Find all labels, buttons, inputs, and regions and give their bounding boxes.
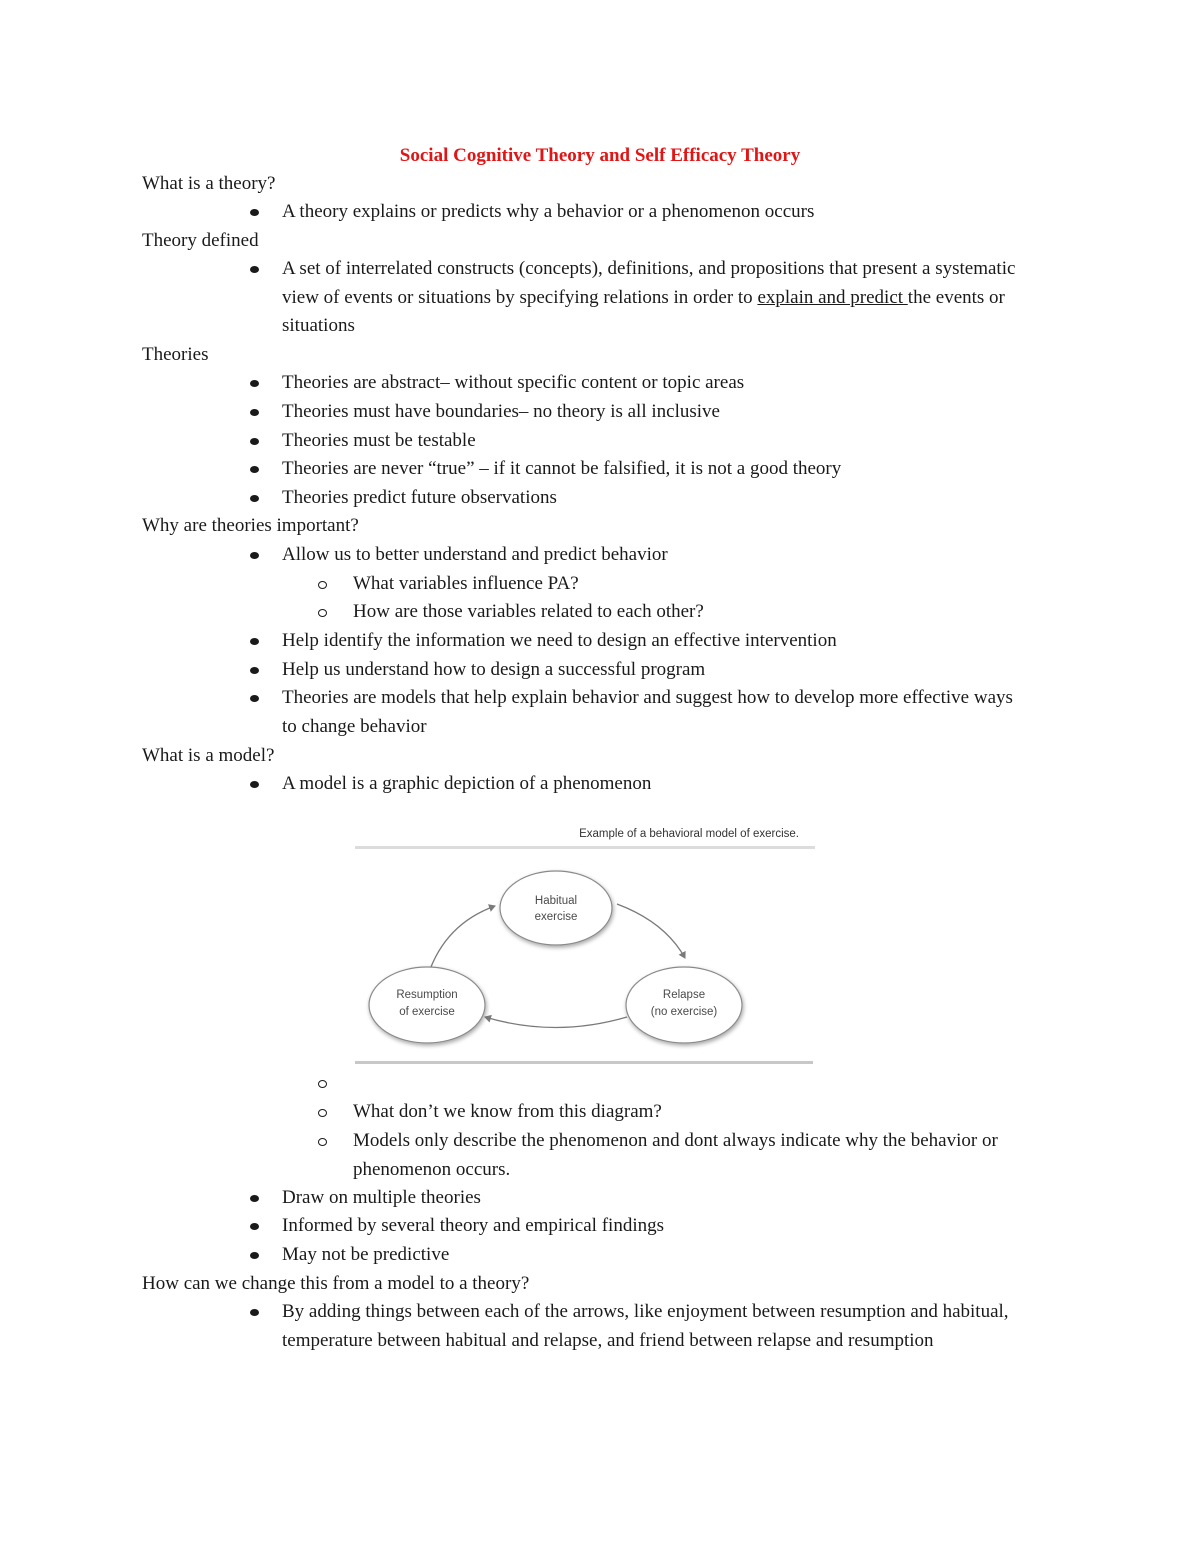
list-item-text: Theories must have boundaries– no theory is all inclusive xyxy=(282,401,720,422)
heading-model-to-theory: How can we change this from a model to a theory? xyxy=(142,1273,530,1294)
list-item xyxy=(282,427,1042,456)
bullet-icon xyxy=(250,1195,259,1202)
bullet-icon xyxy=(250,552,259,559)
sub-list-item-text: What variables influence PA? xyxy=(353,573,579,594)
list-item xyxy=(282,1241,1042,1270)
hollow-bullet-icon xyxy=(318,1138,327,1146)
list-item-text: Theories are never “true” – if it cannot be falsified, it is not a good theory xyxy=(282,458,842,479)
list-item xyxy=(282,770,1042,799)
arrow-habitual-to-relapse xyxy=(617,904,685,958)
bullet-icon xyxy=(250,667,259,674)
behavioral-model-figure xyxy=(355,812,815,1064)
list-item-text: Draw on multiple theories xyxy=(282,1187,481,1208)
list-item xyxy=(282,684,1022,741)
heading-why-important: Why are theories important? xyxy=(142,515,359,536)
bullet-icon xyxy=(250,1309,259,1316)
bullet-icon xyxy=(250,695,259,702)
list-item xyxy=(282,369,1042,398)
document-title: Social Cognitive Theory and Self Efficacy Theory xyxy=(399,145,801,166)
list-item-text: Theories are models that help explain behavior and suggest how to develop more effective ways to change behavior xyxy=(282,687,1013,737)
hollow-bullet-icon xyxy=(318,581,327,589)
list-item-text: Theories predict future observations xyxy=(282,487,557,508)
sub-list-item xyxy=(353,1127,1003,1184)
list-item xyxy=(282,656,1042,685)
heading-what-is-theory: What is a theory? xyxy=(142,173,276,194)
list-item xyxy=(282,255,1042,341)
bullet-icon xyxy=(250,781,259,788)
node-label: Habitual xyxy=(534,895,578,907)
arrow-relapse-to-resumption xyxy=(485,1017,627,1028)
sub-list-item-text: What don’t we know from this diagram? xyxy=(353,1101,662,1122)
list-item xyxy=(282,484,1042,513)
sub-list-item xyxy=(353,1098,1043,1127)
cycle-diagram xyxy=(355,812,815,1064)
sub-list-item xyxy=(353,598,1043,627)
arrow-resumption-to-habitual xyxy=(428,906,495,975)
list-item-text: Help identify the information we need to design an effective intervention xyxy=(282,630,837,651)
bullet-icon xyxy=(250,438,259,445)
node-label: of exercise xyxy=(399,1006,455,1018)
list-item xyxy=(282,541,1042,570)
sub-list-item-text: How are those variables related to each other? xyxy=(353,601,704,622)
list-item-text: Help us understand how to design a successful program xyxy=(282,659,706,680)
bullet-icon xyxy=(250,380,259,387)
bullet-icon xyxy=(250,266,259,273)
node-habitual-exercise xyxy=(500,871,612,945)
node-relapse xyxy=(626,967,742,1043)
list-item-text: A model is a graphic depiction of a phenomenon xyxy=(282,773,652,794)
sub-list-item xyxy=(353,570,1043,599)
node-label: Relapse xyxy=(662,989,706,1001)
list-item-text: Allow us to better understand and predict behavior xyxy=(282,544,668,565)
list-item-text-pre: A set of interrelated constructs (concepts), definitions, and propositions that present a systematic view of events or situations by specifying relations in order to xyxy=(282,258,1016,308)
node-label: (no exercise) xyxy=(650,1006,718,1018)
list-item-text: Theories are abstract– without specific content or topic areas xyxy=(282,372,745,393)
hollow-bullet-icon xyxy=(318,609,327,617)
bullet-icon xyxy=(250,1252,259,1259)
node-resumption xyxy=(369,967,485,1043)
list-item-text: Informed by several theory and empirical findings xyxy=(282,1215,664,1236)
node-label: exercise xyxy=(534,911,578,923)
bullet-icon xyxy=(250,409,259,416)
figure-caption: Example of a behavioral model of exercise. xyxy=(579,828,799,840)
list-item xyxy=(282,1212,1042,1241)
hollow-bullet-icon xyxy=(318,1109,327,1117)
bullet-icon xyxy=(250,209,259,216)
list-item-text: May not be predictive xyxy=(282,1244,450,1265)
list-item xyxy=(282,1184,1042,1213)
bullet-icon xyxy=(250,466,259,473)
list-item xyxy=(282,1298,1032,1355)
sub-list-item-text: Models only describe the phenomenon and dont always indicate why the behavior or phenomenon occurs. xyxy=(353,1130,998,1180)
bullet-icon xyxy=(250,1223,259,1230)
list-item-text: A theory explains or predicts why a behavior or a phenomenon occurs xyxy=(282,201,815,222)
list-item xyxy=(282,198,1042,227)
list-item xyxy=(282,627,1042,656)
list-item-text-post: the events or situations xyxy=(282,286,1005,337)
figure-bottom-rule xyxy=(355,1061,813,1064)
heading-theories: Theories xyxy=(142,344,209,365)
list-item-text: Theories must be testable xyxy=(282,430,476,451)
underlined-text: explain and predict xyxy=(757,286,908,308)
bullet-icon xyxy=(250,495,259,502)
node-label: Resumption xyxy=(396,989,458,1001)
list-item-text: By adding things between each of the arrows, like enjoyment between resumption and habitual, temperature between habitual and relapse, and friend between relapse and resumption xyxy=(282,1301,1009,1351)
heading-theory-defined: Theory defined xyxy=(142,230,259,251)
hollow-bullet-icon xyxy=(318,1080,327,1088)
heading-what-is-model: What is a model? xyxy=(142,745,275,766)
bullet-icon xyxy=(250,638,259,645)
list-item xyxy=(282,455,1042,484)
list-item xyxy=(282,398,1042,427)
